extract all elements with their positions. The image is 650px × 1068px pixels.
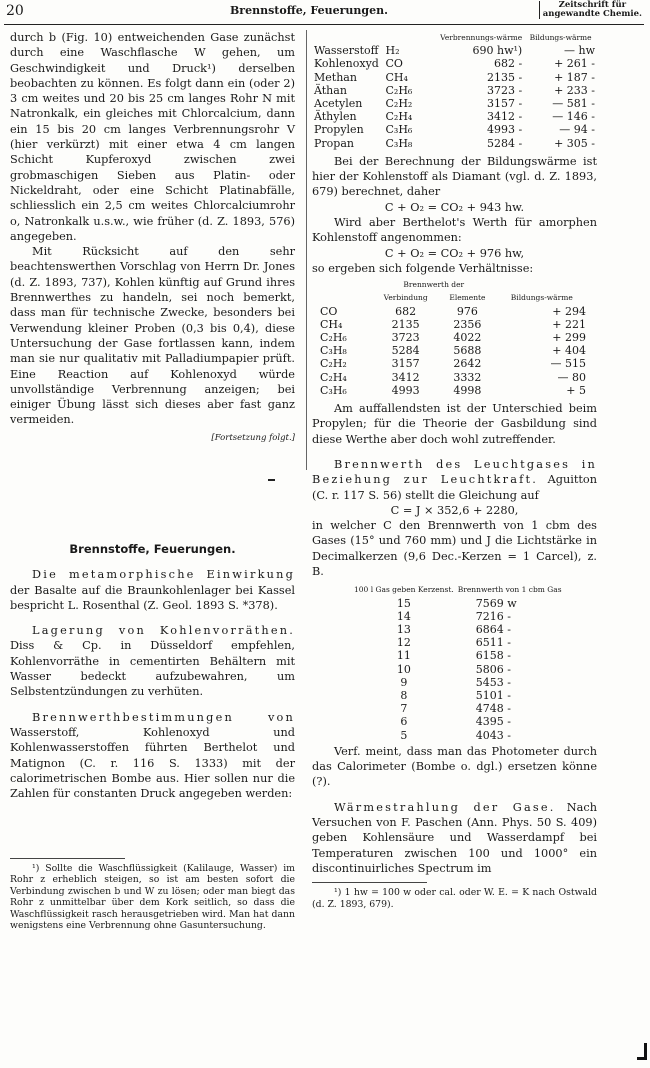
article-heat-values: [10, 710, 295, 802]
gas-formula: C₃H₈: [385, 136, 413, 150]
article-basalt: [10, 567, 295, 613]
right-paragraph-3: so ergeben sich folgende Verhältnisse:: [312, 261, 534, 275]
gas-heat-value: 6158 -: [475, 649, 511, 663]
formation-heat: + 299: [552, 331, 586, 345]
table1-header-formation: Bildungs-wärme: [529, 33, 592, 42]
candle-power: 13: [396, 622, 411, 636]
page-number: 20: [6, 3, 24, 19]
candle-power: 10: [396, 662, 411, 676]
table-row: [352, 636, 564, 649]
combustion-heat: 3157 -: [487, 97, 523, 111]
header-rule: [4, 24, 644, 25]
table-row: [352, 623, 564, 636]
journal-line-2: angewandte Chemie.: [542, 9, 642, 19]
gas-heat-value: 5453 -: [475, 675, 511, 689]
table-row: [312, 44, 597, 57]
table2-body: [318, 305, 588, 397]
gas-name: Methan: [314, 70, 357, 84]
elements-heat: 4998: [453, 383, 482, 397]
combustion-heat: 2135 -: [487, 70, 523, 84]
table-row: [318, 305, 588, 318]
article-gas-radiation-text: Nach Versuchen von F. Paschen (Ann. Phys. 50 S. 409) geben Kohlensäure und Wasserdampf bei Temperaturen zwischen 100 und 1000° ein discontinuirliches Spectrum im: [312, 800, 597, 875]
left-footnote-block: [10, 852, 295, 931]
compound-heat: 3157: [391, 357, 420, 371]
elements-heat: 2642: [453, 357, 482, 371]
section-block: [10, 542, 295, 801]
table-row: [352, 689, 564, 702]
table3-header-heat: Brennwerth von 1 cbm Gas: [457, 585, 562, 595]
table-candle-power: [352, 583, 564, 741]
page-header: [0, 0, 650, 26]
table-row: [352, 663, 564, 676]
table-row: [352, 610, 564, 623]
table-row: [312, 71, 597, 84]
table-row: [352, 597, 564, 610]
compound-heat: 4993: [391, 383, 420, 397]
table2-header-group: Brennwerth der: [403, 280, 465, 290]
formation-heat: + 261 -: [554, 57, 595, 71]
left-column: [10, 30, 295, 443]
combustion-heat: 3412 -: [487, 110, 523, 124]
combustion-heat: 682 -: [494, 57, 523, 71]
equation-2: C + O₂ = CO₂ + 976 hw,: [384, 246, 525, 260]
elements-heat: 3332: [453, 370, 482, 384]
table-row: [312, 97, 597, 110]
gas-formula: H₂: [385, 44, 400, 58]
article-coal-storage: [10, 623, 295, 699]
article-coal-storage-text: Diss & Cp. in Düsseldorf empfehlen, Kohlenvorräthe in cementirten Behältern mit Wasser bedeckt aufzubewahren, um Selbstentzündungen zu verhüten.: [10, 639, 295, 699]
right-paragraph-2: Wird aber Berthelot's Werth für amorphen Kohlenstoff angenommen:: [312, 216, 597, 245]
article-coal-storage-lead: Lagerung von Kohlenvorräthen.: [32, 624, 295, 638]
left-paragraph-1: durch b (Fig. 10) entweichenden Gase zunächst durch eine Waschflasche W gehen, um Geschwindigkeit und Druck¹) derselben beobachten zu können. Es folgt dann ein (oder 2) 3 cm weites und 20 bis 25 cm langes Rohr N mit Natronkalk, ein gleiches mit Chlorcalcium, dann ein 15 bis 20 cm langes Verbrennungsrohr V (hier verkürzt) mit einer etwa 4 cm langen Schicht Kupferoxyd zwischen zwei grobmaschigen Sieben aus Platin- oder Nickeldraht, oder eine Schicht Platinabfälle, schliesslich ein 2,5 cm weites Chlorcalciumrohr o, Natronkalk u.s.w., wie früher (d. Z. 1893, 576) angegeben.: [10, 31, 295, 243]
formation-heat: + 233 -: [554, 83, 595, 97]
gas-name: Kohlenoxyd: [314, 57, 379, 71]
section-title: Brennstoffe, Feuerungen.: [69, 542, 236, 556]
corner-mark: [637, 1043, 647, 1060]
journal-name: [539, 1, 642, 19]
candle-power: 6: [400, 715, 408, 729]
elements-heat: 976: [456, 304, 478, 318]
formation-heat: — 94 -: [559, 123, 595, 137]
article-gas-heat-text: Aguitton (C. r. 117 S. 56) stellt die Gleichung auf: [312, 473, 597, 502]
gas-name: Äthylen: [314, 110, 357, 124]
gas-heat-value: 5806 -: [475, 662, 511, 676]
equation-1: C + O₂ = CO₂ + 943 hw.: [384, 200, 525, 214]
formation-heat: + 187 -: [554, 70, 595, 84]
candle-power: 5: [400, 728, 408, 742]
journal-line-1: Zeitschrift für: [558, 0, 627, 10]
gas-formula: CO: [385, 57, 403, 71]
right-paragraph-4: Am auffallendsten ist der Unterschied beim Propylen; für die Theorie der Gasbildung sind diese Werthe aber doch wohl zutreffender.: [312, 402, 597, 446]
gas-formula: C₂H₆: [385, 83, 413, 97]
elements-heat: 2356: [453, 317, 482, 331]
combustion-heat: 5284 -: [487, 136, 523, 150]
continued-note: [Fortsetzung folgt.]: [211, 432, 295, 443]
table-row: [318, 371, 588, 384]
gas-name: Propylen: [314, 123, 364, 137]
right-footnote-rule: [312, 882, 427, 883]
right-paragraph-6: in welcher C den Brennwerth von 1 cbm des Gases (15° und 760 mm) und J die Lichtstärke in Decimalkerzen (9,6 Dec.-Kerzen = 1 Carcel), z. B.: [312, 519, 597, 578]
table-row: [352, 649, 564, 662]
separator-mark: [268, 479, 275, 481]
table-row: [318, 384, 588, 397]
gas-formula: C₃H₆: [385, 123, 413, 137]
gas-formula: CH₄: [385, 70, 408, 84]
formation-heat: + 221: [552, 317, 586, 331]
table-row: [318, 344, 588, 357]
right-paragraph-1: Bei der Berechnung der Bildungswärme ist hier der Kohlenstoff als Diamant (vgl. d. Z. 1893, 679) berechnet, daher: [312, 154, 597, 199]
gas-heat-value: 5101 -: [475, 688, 511, 702]
formation-heat: — 80: [557, 370, 586, 384]
candle-power: 12: [396, 636, 411, 650]
footnote-rule: [10, 858, 125, 859]
formation-heat: — 581 -: [552, 97, 595, 111]
elements-heat: 4022: [453, 331, 482, 345]
compound-formula: CH₄: [320, 317, 343, 331]
elements-heat: 5688: [453, 344, 482, 358]
candle-power: 14: [396, 609, 411, 623]
formation-heat: + 305 -: [554, 136, 595, 150]
candle-power: 7: [400, 702, 408, 716]
compound-formula: C₂H₆: [320, 331, 347, 345]
article-gas-heat: [312, 457, 597, 503]
gas-heat-value: 4395 -: [475, 715, 511, 729]
formation-heat: + 294: [552, 304, 586, 318]
gas-heat-value: 7216 -: [475, 609, 511, 623]
compound-formula: C₃H₈: [320, 344, 347, 358]
compound-heat: 3412: [391, 370, 420, 384]
compound-formula: C₂H₄: [320, 370, 347, 384]
running-title: Brennstoffe, Feuerungen.: [230, 4, 388, 17]
compound-heat: 3723: [391, 331, 420, 345]
gas-heat-value: 4748 -: [475, 702, 511, 716]
gas-formula: C₂H₂: [385, 97, 413, 111]
gas-name: Acetylen: [314, 97, 363, 111]
gas-heat-value: 7569 w: [475, 596, 517, 610]
table-row: [318, 331, 588, 344]
candle-power: 8: [400, 688, 408, 702]
formation-heat: — hw: [564, 44, 595, 58]
table-row: [318, 318, 588, 331]
combustion-heat: 690 hw¹): [472, 44, 523, 58]
table-comparison: [318, 278, 588, 397]
right-column: [312, 31, 597, 910]
table2-header-formation: Bildungs-wärme: [510, 293, 573, 303]
gas-heat-value: 6864 -: [475, 622, 511, 636]
formation-heat: + 5: [566, 383, 586, 397]
article-heat-values-lead: Brennwerthbestimmungen von: [32, 710, 295, 724]
gas-name: Äthan: [314, 83, 347, 97]
compound-heat: 2135: [391, 317, 420, 331]
table1-header-combustion: Verbrennungs-wärme: [440, 33, 523, 42]
table3-body: [352, 597, 564, 742]
table-row: [312, 110, 597, 123]
combustion-heat: 4993 -: [487, 123, 523, 137]
formation-heat: — 146 -: [552, 110, 595, 124]
gas-formula: C₂H₄: [385, 110, 413, 124]
right-paragraph-7: Verf. meint, dass man das Photometer durch das Calorimeter (Bombe o. dgl.) ersetzen könne (?).: [312, 744, 597, 789]
left-paragraph-2: Mit Rücksicht auf den sehr beachtenswerthen Vorschlag von Herrn Dr. Jones (d. Z. 1893, 737), Kohlen künftig auf Grund ihres Brennwerthes zu handeln, sei noch bemerkt, dass man für technische Zwecke, besonders bei Verwendung kleiner Proben (0,3 bis 0,4), diese Untersuchung der Gase fortlassen kann, indem man sie nur qualitativ mit Palladiumpapier prüft. Eine Reaction auf Kohlenoxyd würde unvollständige Verbrennung anzeigen; bei einiger Übung lässt sich dieses aber fast ganz vermeiden.: [10, 245, 295, 427]
column-divider: [306, 30, 307, 470]
table3-header-candles: 100 l Gas geben Kerzenst.: [354, 585, 454, 595]
table-row: [318, 357, 588, 370]
table-row: [312, 123, 597, 136]
table-row: [352, 715, 564, 728]
candle-power: 11: [396, 649, 411, 663]
combustion-heat: 3723 -: [487, 83, 523, 97]
table2-header-elements: Elemente: [449, 293, 486, 303]
gas-heat-value: 6511 -: [475, 636, 511, 650]
compound-formula: C₂H₂: [320, 357, 347, 371]
table2-header-compound: Verbindung: [383, 293, 428, 303]
left-footnote: ¹) Sollte die Waschflüssigkeit (Kalilauge, Wasser) im Rohr z erheblich steigen, so ist am besten sofort die Verbindung zwischen b und W zu lösen; oder man biegt das Rohr z unmittelbar über dem Kork seitlich, so dass die Waschflüssigkeit rasch herausgetrieben wird. Man hat dann wenigstens eine Verbrennung ohne Gasuntersuchung.: [10, 863, 295, 932]
compound-formula: CO: [320, 304, 338, 318]
table-row: [352, 729, 564, 742]
table1-body: [312, 44, 597, 150]
formation-heat: — 515: [550, 357, 586, 371]
table-heats-of-combustion: [312, 31, 597, 150]
compound-heat: 5284: [391, 344, 420, 358]
compound-heat: 682: [395, 304, 417, 318]
table-row: [312, 137, 597, 150]
compound-formula: C₃H₆: [320, 383, 347, 397]
gas-heat-value: 4043 -: [475, 728, 511, 742]
gas-name: Propan: [314, 136, 354, 150]
article-heat-values-text: Wasserstoff, Kohlenoxyd und Kohlenwasserstoffen führten Berthelot und Matignon (C. r. 116 S. 1333) mit der calorimetrischen Bombe aus. Hier sollen nur die Zahlen für constanten Druck angegeben werden:: [10, 725, 295, 801]
candle-power: 9: [400, 675, 408, 689]
article-basalt-lead: Die metamorphische Einwirkung: [32, 568, 295, 582]
gas-name: Wasserstoff: [314, 44, 379, 58]
table-row: [352, 702, 564, 715]
right-footnote: ¹) 1 hw = 100 w oder cal. oder W. E. = K nach Ostwald (d. Z. 1893, 679).: [312, 887, 597, 910]
article-gas-radiation: [312, 800, 597, 876]
candle-power: 15: [396, 596, 411, 610]
article-basalt-text: der Basalte auf die Braunkohlenlager bei Kassel bespricht L. Rosenthal (Z. Geol. 1893 S. *378).: [10, 583, 295, 612]
article-gas-radiation-lead: Wärmestrahlung der Gase.: [334, 800, 556, 814]
table-row: [312, 84, 597, 97]
table-row: [352, 676, 564, 689]
formation-heat: + 404: [552, 344, 586, 358]
table-row: [312, 57, 597, 70]
article-gas-heat-lead: Brennwerth des Leuchtgases in Beziehung zur Leuchtkraft.: [312, 457, 597, 487]
equation-3: C = J × 352,6 + 2280,: [390, 503, 519, 517]
